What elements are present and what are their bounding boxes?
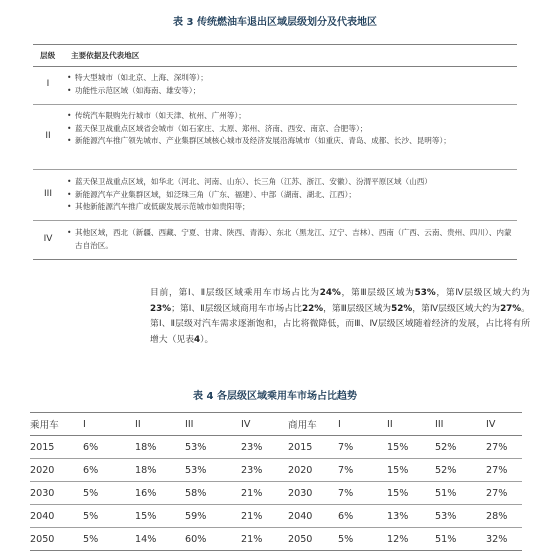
table-row [30, 482, 522, 505]
table-cell: 52% [435, 436, 486, 459]
level-label: IV [43, 234, 53, 244]
table-cell: 51% [435, 528, 486, 551]
table-cell: 7% [338, 482, 387, 505]
table4-header-cell: IV [241, 413, 288, 436]
table-cell: 13% [387, 505, 435, 528]
table-cell: 2050 [288, 528, 338, 551]
table-cell: 2020 [288, 459, 338, 482]
para-value: 22% [301, 303, 324, 314]
table3-header [33, 44, 517, 67]
table3-row-level-1 [33, 67, 517, 105]
table4 [30, 412, 522, 551]
table-cell: 53% [435, 505, 486, 528]
table-row [30, 505, 522, 528]
table3 [33, 44, 517, 260]
table-cell: 12% [387, 528, 435, 551]
table-cell: 7% [338, 436, 387, 459]
table-row [30, 436, 522, 459]
table-cell: 2040 [30, 505, 83, 528]
table-cell: 18% [135, 459, 185, 482]
table-cell: 2030 [30, 482, 83, 505]
list-item: • 其他新能源汽车推广或低碳发展示范城市如贵阳等； [66, 201, 517, 214]
table-cell: 58% [185, 482, 241, 505]
table-row [30, 528, 522, 551]
table3-title: 表 3 传统燃油车退出区域层级划分及代表地区 [173, 17, 377, 28]
para-text: 。第Ⅰ、Ⅱ层级对汽车需求逐渐饱和，占比将微降低，而Ⅲ、Ⅳ层级区域随着经济的发展，占比将有所增大（见表 [150, 303, 530, 345]
list-item: • 其他区域，西北（新疆、西藏、宁夏、甘肃、陕西、青海）、东北（黑龙江、辽宁、吉林）、西南（广西、云南、贵州、四川）、内蒙古自治区。 [66, 227, 517, 252]
table-cell: 2030 [288, 482, 338, 505]
table4-header-cell: I [83, 413, 135, 436]
table3-row-level-4 [33, 221, 517, 260]
para-text: ；第Ⅰ、Ⅱ层级区域商用车市场占比 [171, 303, 302, 314]
table-row [30, 459, 522, 482]
table-cell: 52% [435, 459, 486, 482]
table-cell: 60% [185, 528, 241, 551]
table-cell: 5% [83, 482, 135, 505]
table-cell: 51% [435, 482, 486, 505]
table-cell: 5% [338, 528, 387, 551]
table-cell: 2050 [30, 528, 83, 551]
table4-header-cell: III [435, 413, 486, 436]
table-cell: 5% [83, 528, 135, 551]
table-cell: 18% [135, 436, 185, 459]
table-cell: 6% [83, 436, 135, 459]
table3-row-level-3 [33, 170, 517, 221]
level-label: I [46, 79, 50, 89]
table-cell: 6% [83, 459, 135, 482]
table-cell: 15% [387, 459, 435, 482]
list-item: • 蓝天保卫战重点区域，如华北（河北、河南、山东）、长三角（江苏、浙江、安徽）、汾渭平原区域（山西） [66, 176, 517, 189]
para-value: 24% [319, 288, 341, 298]
table-cell: 53% [185, 436, 241, 459]
table-cell: 53% [185, 459, 241, 482]
para-text: ，第Ⅳ层级区域大约为 [412, 303, 501, 314]
list-item: • 功能性示范区域（如海南、雄安等）； [66, 85, 517, 98]
para-value: 27% [500, 303, 522, 314]
table-cell: 21% [241, 482, 288, 505]
table4-header-cell: II [387, 413, 435, 436]
table4-header-row [30, 413, 522, 436]
para-text: ，第Ⅲ层级区域为 [323, 303, 392, 314]
table3-header-criteria: 主要依据及代表地区 [71, 51, 140, 60]
table4-header-cell: 商用车 [288, 413, 338, 436]
table-cell: 2020 [30, 459, 83, 482]
table-cell: 21% [241, 505, 288, 528]
table4-title: 表 4 各层级区域乘用车市场占比趋势 [193, 391, 357, 402]
level-label: III [44, 189, 52, 199]
list-item: • 特大型城市（如北京、上海、深圳等）； [66, 72, 517, 85]
table-cell: 28% [486, 505, 522, 528]
table-cell: 5% [83, 505, 135, 528]
para-value: 52% [391, 303, 413, 314]
table-cell: 59% [185, 505, 241, 528]
para-value: 23% [150, 303, 172, 314]
table-cell: 2040 [288, 505, 338, 528]
list-item: • 蓝天保卫战重点区域省会城市（如石家庄、太原、郑州、济南、西安、南京、合肥等）； [66, 123, 517, 136]
table-cell: 27% [486, 436, 522, 459]
table-cell: 27% [486, 482, 522, 505]
table-cell: 32% [486, 528, 522, 551]
list-item: • 传统汽车限购先行城市（如天津、杭州、广州等）； [66, 110, 517, 123]
para-value: 4 [194, 334, 201, 345]
table-cell: 15% [387, 436, 435, 459]
table-cell: 7% [338, 459, 387, 482]
table-cell: 2015 [288, 436, 338, 459]
table-cell: 2015 [30, 436, 83, 459]
list-item: • 新能源汽车推广领先城市、产业集群区域核心城市及经济发展沿海城市（如重庆、青岛、成都、长沙、昆明等）； [66, 135, 517, 148]
list-item: • 新能源汽车产业集群区域，如泛珠三角（广东、福建）、中部（湖南、湖北、江西）； [66, 189, 517, 202]
table-cell: 15% [387, 482, 435, 505]
para-text: ）。 [200, 334, 214, 345]
table-cell: 23% [241, 459, 288, 482]
table3-row-level-2 [33, 105, 517, 170]
para-text: 目前，第Ⅰ、Ⅱ层级区域乘用车市场占比为 [150, 288, 320, 298]
table4-header-cell: I [338, 413, 387, 436]
table-cell: 23% [241, 436, 288, 459]
table3-header-level: 层级 [40, 51, 56, 60]
para-value: 53% [414, 288, 436, 298]
table4-header-cell: 乘用车 [30, 413, 83, 436]
table-cell: 27% [486, 459, 522, 482]
level-label: II [45, 131, 51, 141]
table4-header-cell: IV [486, 413, 522, 436]
body-paragraph [150, 286, 530, 348]
table-cell: 6% [338, 505, 387, 528]
table4-header-cell: III [185, 413, 241, 436]
table-cell: 14% [135, 528, 185, 551]
para-text: ，第Ⅲ层级区域为 [340, 288, 415, 298]
table-cell: 16% [135, 482, 185, 505]
table4-header-cell: II [135, 413, 185, 436]
table-cell: 15% [135, 505, 185, 528]
para-text: ，第Ⅳ层级区域大约为 [435, 288, 530, 298]
table-cell: 21% [241, 528, 288, 551]
